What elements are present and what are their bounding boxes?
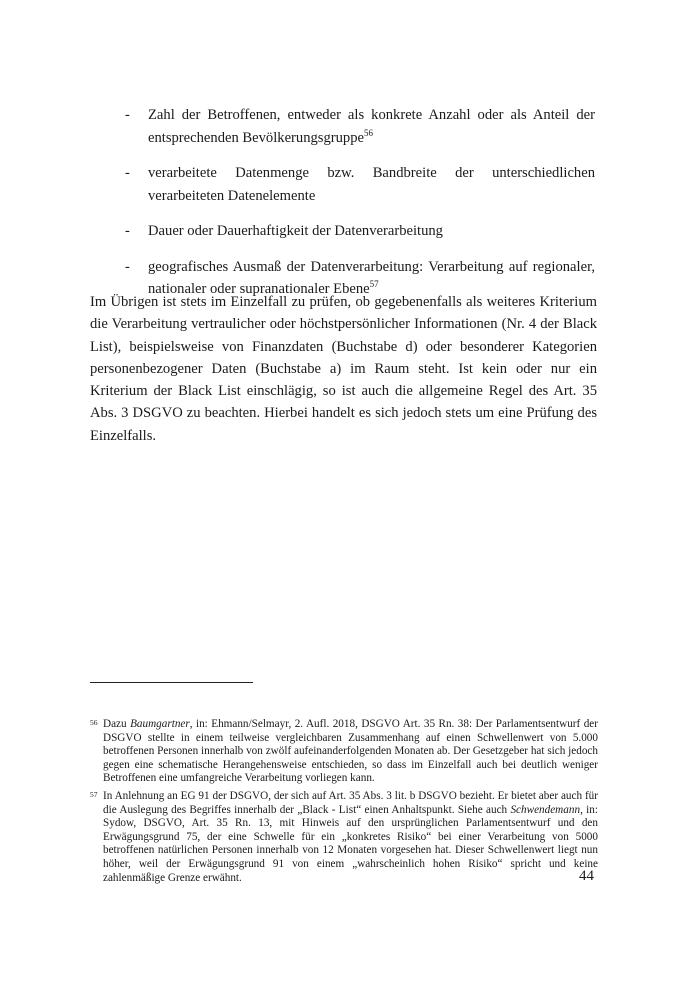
footnote-divider	[90, 682, 253, 683]
footnote-text: In Anlehnung an EG 91 der DSGVO, der sich auf Art. 35 Abs. 3 lit. b DSGVO bezieht. Er bietet aber auch für die Auslegung des Begriffes innerhalb der „Black - List“ einen Anhaltspunkt. Siehe auch	[103, 789, 598, 816]
footnote-author: Schwendemann	[510, 803, 581, 816]
footnote-ref[interactable]: 56	[364, 127, 373, 138]
bullet-list	[125, 104, 595, 314]
footnote	[90, 790, 598, 885]
bullet-item	[125, 162, 595, 207]
footnote-text: , in: Ehmann/Selmayr, 2. Aufl. 2018, DSGVO Art. 35 Rn. 38: Der Parlamentsentwurf der DSGVO stellte in einem teilweise vergleichbaren Zusammenhang auf einen Schwellenwert von 5.000 betroffenen Personen innerhalb von zwölf aufeinanderfolgenden Monaten ab. Der Gesetzgeber hat sich jedoch gegen eine schematische Herangehensweise entschieden, so dass im Einzelfall auch bei deutlich weniger Betroffenen eine umfangreiche Verarbeitung vorliegen kann.	[103, 718, 598, 785]
body-paragraph: Im Übrigen ist stets im Einzelfall zu prüfen, ob gegebenenfalls als weiteres Kriterium die Verarbeitung vertraulicher oder höchstpersönlicher Informationen (Nr. 4 der Black List), beispielsweise von Finanzdaten (Buchstabe d) oder besonderer Kategorien personenbezogener Daten (Buchstabe a) im Raum steht. Ist kein oder nur ein Kriterium der Black List einschlägig, so ist auch die allgemeine Regel des Art. 35 Abs. 3 DSGVO zu beachten. Hierbei handelt es sich jedoch stets um eine Prüfung des Einzelfalls.	[90, 294, 597, 444]
bullet-text: geografisches Ausmaß der Datenverarbeitung: Verarbeitung auf regionaler, nationaler oder supranationaler Ebene	[148, 258, 595, 297]
bullet-text: Zahl der Betroffenen, entweder als konkrete Anzahl oder als Anteil der entsprechenden Bevölkerungsgruppe	[148, 107, 595, 146]
footnote-ref[interactable]: 57	[369, 279, 379, 289]
bullet-item	[125, 104, 595, 149]
bullet-dash: -	[125, 258, 130, 275]
bullet-item	[125, 220, 595, 243]
footnote-text: , in: Sydow, DSGVO, Art. 35 Rn. 13, mit Hinweis auf den ursprünglichen Parlamentsentwurf und den Erwägungsgrund 75, der eine Schwelle für ein „konkretes Risiko“ bei einer Verarbeitung von 5000 betroffenen natürlichen Personen innerhalb von 12 Monaten vorgesehen hat. Dieser Schwellenwert liegt nun höher, weil der Erwägungsgrund 91 von einem „wahrscheinlich hohen Risiko“ spricht und keine zahlenmäßige Grenze erwähnt.	[103, 803, 598, 884]
bullet-dash: -	[125, 107, 130, 123]
footnote-author: Baumgartner	[130, 718, 190, 730]
footnote-number: 56	[90, 718, 98, 727]
bullet-dash: -	[125, 223, 130, 239]
bullet-text: Dauer oder Dauerhaftigkeit der Datenverarbeitung	[148, 223, 443, 239]
footnote-number: 57	[90, 789, 98, 799]
page-number: 44	[579, 868, 594, 884]
footnote-text: Dazu	[103, 718, 131, 730]
footnote	[90, 718, 598, 786]
bullet-text: verarbeitete Datenmenge bzw. Bandbreite der unterschiedlichen verarbeiteten Datenelemente	[148, 165, 595, 204]
footnotes	[90, 718, 598, 889]
bullet-dash: -	[125, 165, 130, 181]
